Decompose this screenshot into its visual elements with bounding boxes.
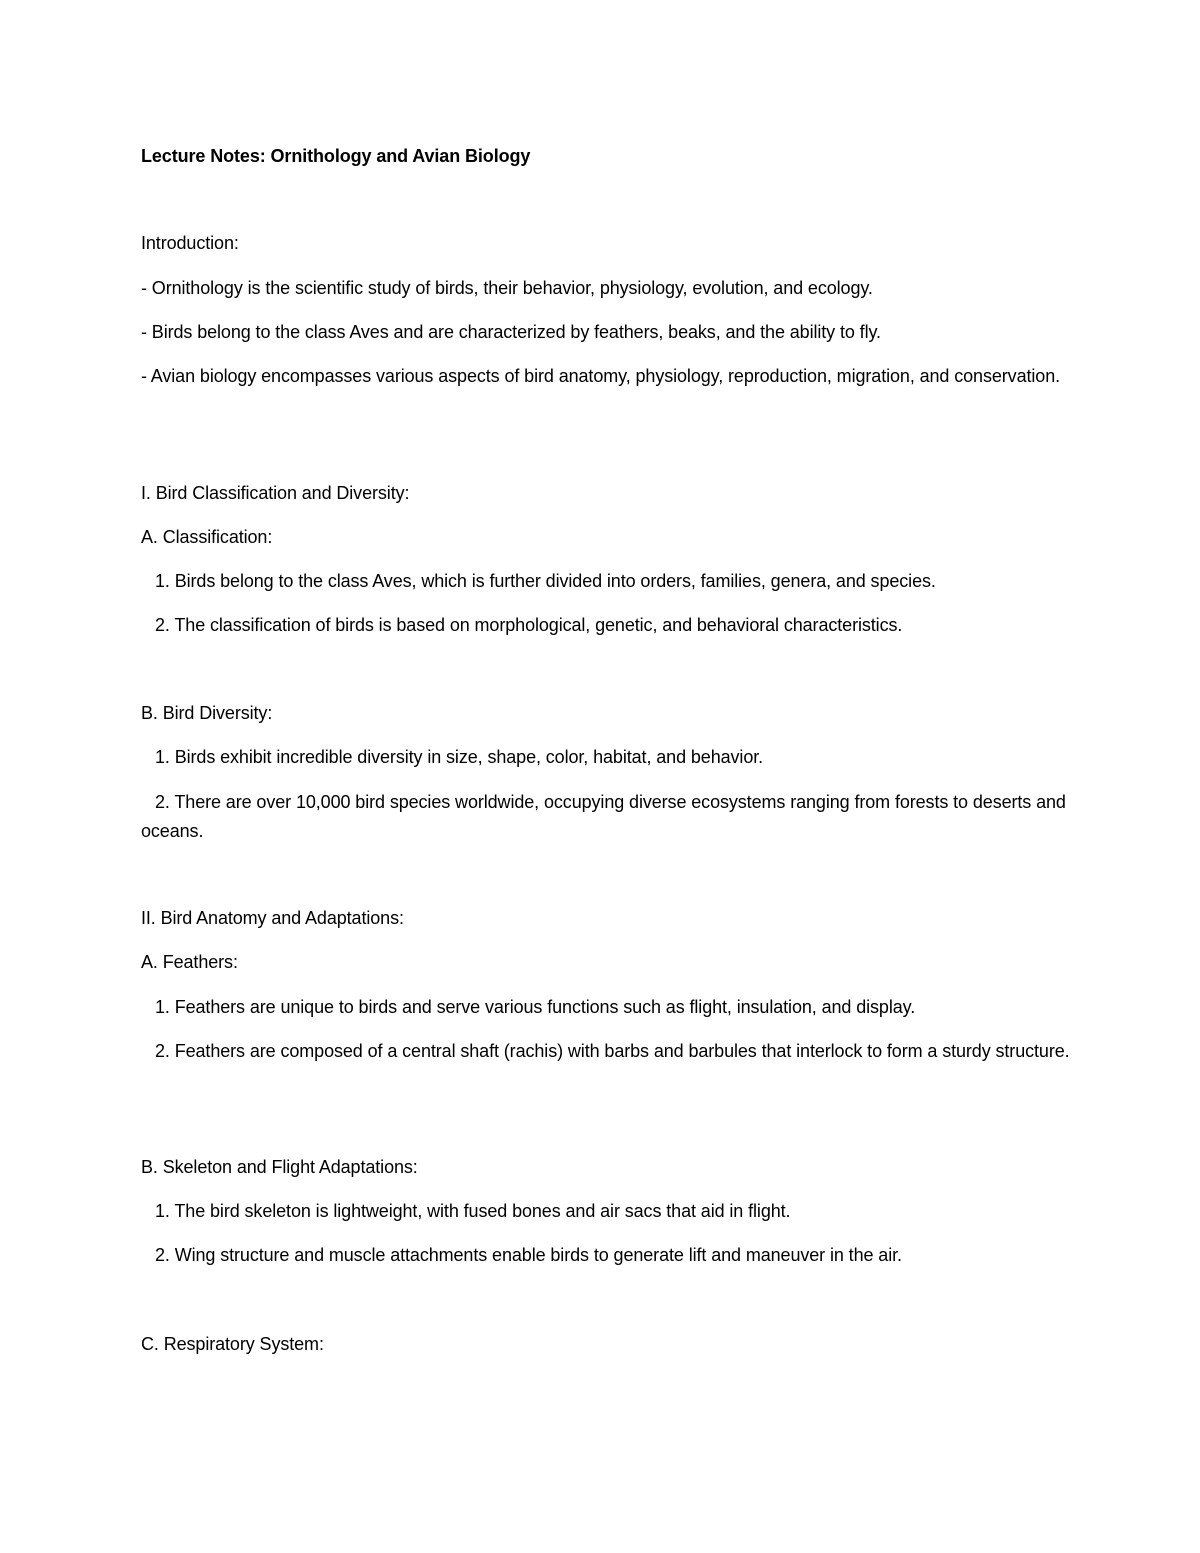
section-1a-item-2: 2. The classification of birds is based on morphological, genetic, and behavioral characteristics. [155,615,903,635]
introduction-heading: Introduction: [141,233,239,253]
intro-bullet-3: - Avian biology encompasses various aspects of bird anatomy, physiology, reproduction, migration, and conservation. [141,366,1061,386]
intro-bullet-1: - Ornithology is the scientific study of birds, their behavior, physiology, evolution, and ecology. [141,278,873,298]
section-2c-heading: C. Respiratory System: [141,1334,324,1354]
section-1a-item-1: 1. Birds belong to the class Aves, which is further divided into orders, families, genera, and species. [155,571,936,591]
section-2b-item-2: 2. Wing structure and muscle attachments enable birds to generate lift and maneuver in the air. [155,1245,902,1265]
section-2-heading: II. Bird Anatomy and Adaptations: [141,908,404,928]
section-1b-heading: B. Bird Diversity: [141,703,273,723]
section-2a-item-1: 1. Feathers are unique to birds and serve various functions such as flight, insulation, and display. [155,997,916,1017]
section-2a-heading: A. Feathers: [141,952,238,972]
section-2b-item-1: 1. The bird skeleton is lightweight, with fused bones and air sacs that aid in flight. [155,1201,791,1221]
section-2a-item-2: 2. Feathers are composed of a central shaft (rachis) with barbs and barbules that interlock to form a sturdy structure. [155,1041,1070,1061]
section-1b-item-1: 1. Birds exhibit incredible diversity in size, shape, color, habitat, and behavior. [155,747,764,767]
section-1b-item-2: 2. There are over 10,000 bird species worldwide, occupying diverse ecosystems ranging from forests to deserts and oceans. [141,792,1066,841]
section-2b-heading: B. Skeleton and Flight Adaptations: [141,1157,418,1177]
section-1-heading: I. Bird Classification and Diversity: [141,483,410,503]
intro-bullet-2: - Birds belong to the class Aves and are characterized by feathers, beaks, and the ability to fly. [141,322,881,342]
document-title: Lecture Notes: Ornithology and Avian Biology [141,146,531,166]
section-1a-heading: A. Classification: [141,527,273,547]
